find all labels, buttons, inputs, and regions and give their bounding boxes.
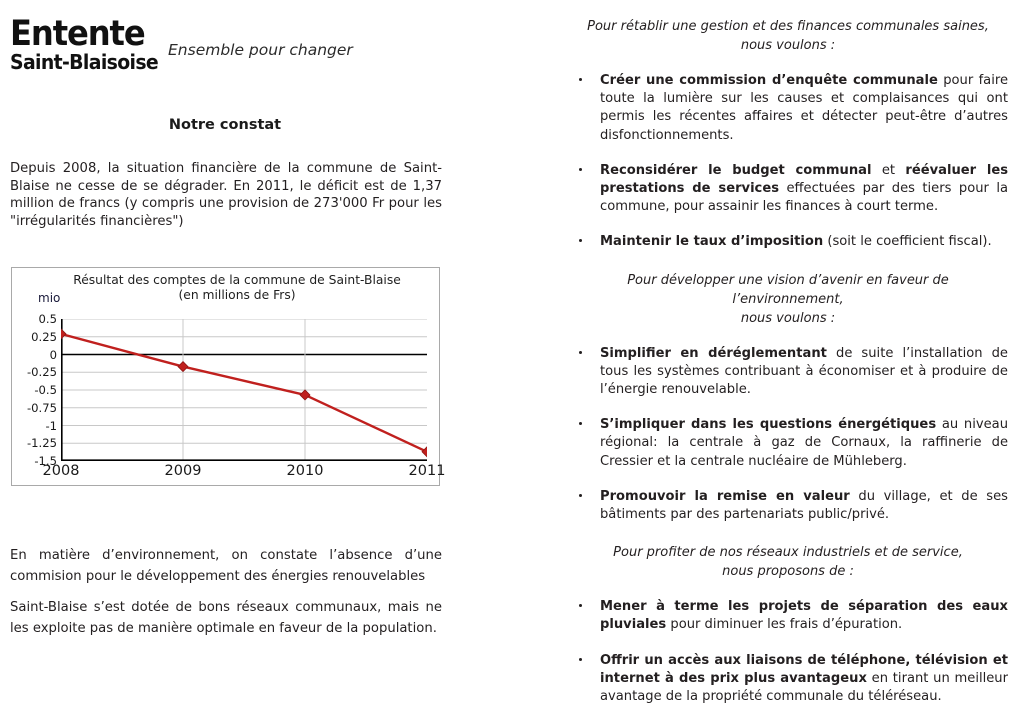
bullet-point-icon (579, 494, 582, 497)
section-heading-line: Pour développer une vision d’avenir en faveur de l’environnement, (627, 272, 949, 307)
chart-x-tick-label: 2011 (408, 463, 446, 479)
list-item (566, 416, 1008, 471)
networks-note: Saint-Blaise s’est dotée de bons réseaux communaux, mais ne les exploite pas de manière optimale en faveur de la population. (10, 600, 442, 636)
list-item-text: S’impliquer dans les questions énergétiques au niveau régional: la centrale à gaz de Cornaux, la raffinerie de Cressier et la centrale nucléaire de Mühleberg. (600, 417, 1008, 469)
logo-main-text: Entente (10, 14, 145, 54)
chart-data-point (422, 447, 427, 457)
list-item (566, 162, 1008, 217)
list-item (566, 488, 1008, 524)
intro-paragraph: Depuis 2008, la situation financière de la commune de Saint-Blaise ne cesse de se dégrader. En 2011, le déficit est de 1,37 million de francs (y compris une provision de 273'000 Fr pour les "irrégularités financières") (10, 161, 442, 229)
chart-title-line1: Résultat des comptes de la commune de Saint-Blaise (73, 273, 401, 287)
bullet-point-icon (579, 78, 582, 81)
proposals-list (566, 17, 1016, 706)
page-title: Notre constat (168, 117, 282, 133)
section-heading (578, 17, 998, 55)
logo (10, 14, 159, 75)
chart-plot-area (27, 312, 446, 479)
chart-y-tick-label: -1.5 (34, 454, 57, 468)
bullet-point-icon (579, 239, 582, 242)
section-heading-line: Pour profiter de nos réseaux industriels et de service, (613, 545, 963, 561)
chart-series-line (61, 334, 427, 452)
list-item (566, 233, 1008, 251)
bullet-point-icon (579, 168, 582, 171)
chart-x-tick-label: 2010 (286, 463, 324, 479)
section-heading-line: nous voulons : (740, 310, 836, 326)
logo-sub-text: Saint-Blaisoise (10, 50, 159, 75)
list-item-text: Maintenir le taux d’imposition (soit le coefficient fiscal). (600, 234, 992, 250)
list-item-text: Créer une commission d’enquête communale pour faire toute la lumière sur les causes et complaisances qui ont permis les récentes affaires et détecter peut-être d’autres disfonctionnements. (600, 73, 1008, 143)
list-item (566, 345, 1008, 400)
environment-note: En matière d’environnement, on constate l’absence d’une commision pour le développement des énergies renouvelables (10, 548, 442, 584)
chart-data-point (300, 390, 310, 400)
list-item-text: Offrir un accès aux liaisons de téléphone, télévision et internet à des prix plus avantageux en tirant un meilleur avantage de la propriété communale du téléréseau. (600, 652, 1008, 705)
list-item-text: Simplifier en déréglementant de suite l’installation de tous les systèmes contribuant à économiser et à produire de l’énergie renouvelable. (600, 345, 1008, 398)
left-column (0, 0, 460, 681)
bullet-point-icon (579, 658, 582, 661)
list-item-text: Reconsidérer le budget communal et réévaluer les prestations de services effectuées par des tiers pour la commune, pour assainir les finances à court terme. (600, 162, 1008, 215)
chart-data-point (61, 329, 66, 339)
chart-title (42, 273, 432, 303)
chart-y-tick-label: -0.75 (27, 400, 57, 415)
chart-title-line2: (en millions de Frs) (178, 288, 296, 302)
list-item (566, 72, 1008, 145)
finance-chart (11, 267, 446, 486)
chart-x-tick-label: 2008 (42, 463, 80, 479)
list-item (566, 652, 1008, 706)
chart-y-tick-label: -0.5 (34, 383, 57, 397)
chart-y-tick-label: 0.25 (31, 329, 57, 344)
chart-y-tick-label: 0.5 (38, 312, 57, 326)
section-heading (578, 543, 998, 581)
chart-y-tick-label: 0 (49, 347, 57, 362)
chart-y-axis-label: mio (38, 291, 61, 305)
chart-y-tick-label: -1 (45, 418, 57, 433)
list-item-text: Promouvoir la remise en valeur du village, et de ses bâtiments par des partenariats public/privé. (600, 488, 1008, 523)
section-heading (578, 271, 998, 328)
chart-x-tick-label: 2009 (164, 463, 202, 479)
list-item (566, 598, 1008, 634)
chart-y-tick-label: -0.25 (27, 365, 57, 380)
right-column (566, 0, 1024, 705)
chart-data-point (178, 362, 188, 372)
bullet-point-icon (579, 604, 582, 607)
chart-y-tick-label: -1.25 (27, 436, 57, 451)
chart-svg (61, 319, 427, 461)
section-heading-line: nous voulons : (740, 38, 836, 53)
slogan: Ensemble pour changer (168, 41, 353, 59)
list-item-text: Mener à terme les projets de séparation des eaux pluviales pour diminuer les frais d’épuration. (600, 599, 1008, 633)
section-heading-line: Pour rétablir une gestion et des finances communales saines, (587, 19, 989, 34)
bullet-point-icon (579, 422, 582, 425)
section-heading-line: nous proposons de : (722, 564, 854, 580)
bullet-point-icon (579, 351, 582, 354)
